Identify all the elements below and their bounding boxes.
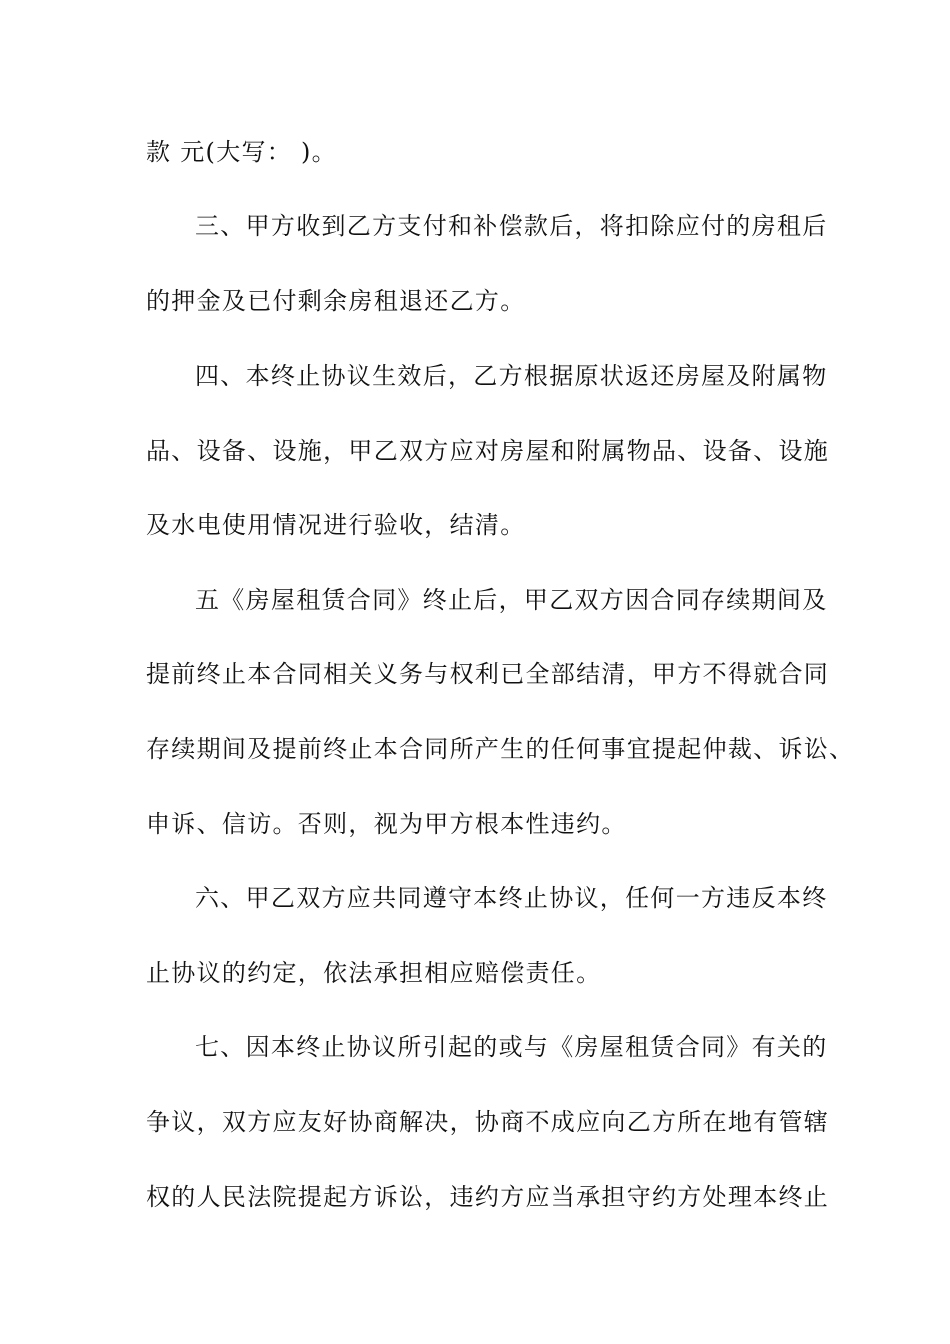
text-line: 提前终止本合同相关义务与权利已全部结清，甲方不得就合同: [146, 660, 830, 688]
text-line: 存续期间及提前终止本合同所产生的任何事宜提起仲裁、诉讼、: [146, 735, 855, 763]
clause-four-line: 四、本终止协议生效后，乙方根据原状返还房屋及附属物: [195, 362, 828, 390]
text-line: 款 元(大写： )。: [146, 138, 337, 166]
clause-seven-line: 七、因本终止协议所引起的或与《房屋租赁合同》有关的: [195, 1033, 828, 1061]
clause-three-line: 三、甲方收到乙方支付和补偿款后，将扣除应付的房租后: [195, 212, 828, 240]
text-line: 的押金及已付剩余房租退还乙方。: [146, 287, 526, 315]
text-line: 及水电使用情况进行验收，结清。: [146, 511, 526, 539]
text-line: 品、设备、设施，甲乙双方应对房屋和附属物品、设备、设施: [146, 437, 830, 465]
text-line: 争议，双方应友好协商解决，协商不成应向乙方所在地有管辖: [146, 1108, 830, 1136]
text-line: 止协议的约定，依法承担相应赔偿责任。: [146, 959, 602, 987]
text-line: 申诉、信访。否则，视为甲方根本性违约。: [146, 810, 627, 838]
clause-five-line: 五《房屋租赁合同》终止后，甲乙双方因合同存续期间及: [195, 586, 828, 614]
clause-six-line: 六、甲乙双方应共同遵守本终止协议，任何一方违反本终: [195, 884, 828, 912]
text-line: 权的人民法院提起方诉讼，违约方应当承担守约方处理本终止: [146, 1183, 830, 1211]
